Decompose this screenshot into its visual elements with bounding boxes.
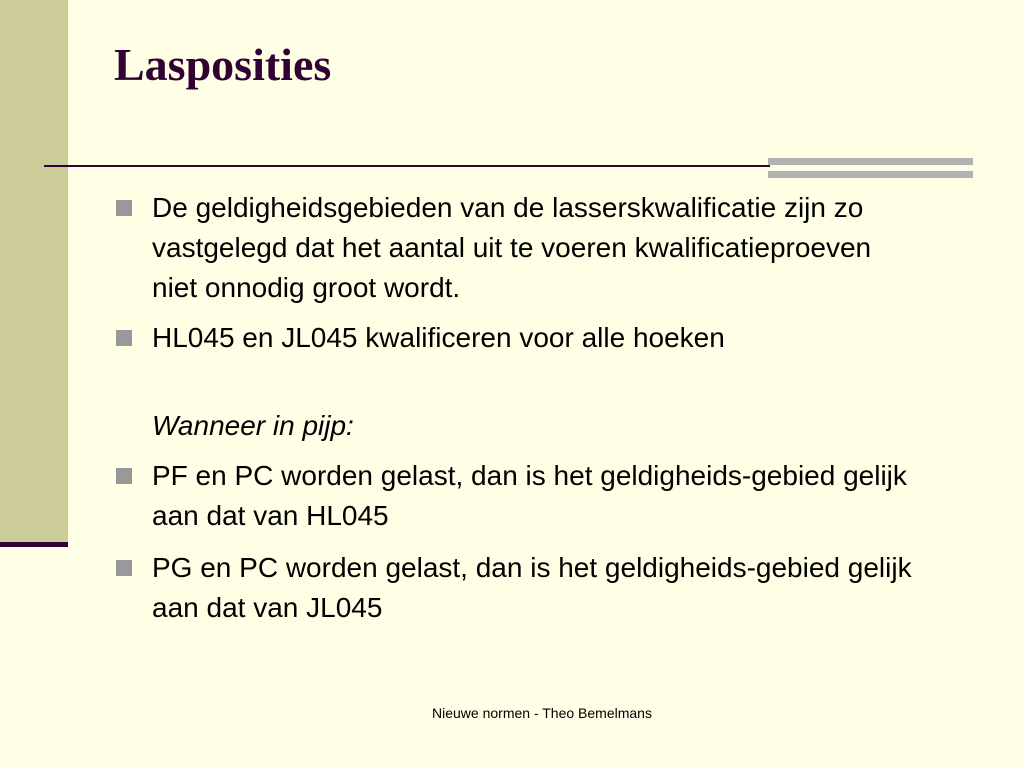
divider-grey-bar-top xyxy=(768,158,973,165)
title-divider xyxy=(44,165,770,167)
slide-footer: Nieuwe normen - Theo Bemelmans xyxy=(432,705,652,721)
slide-body xyxy=(114,188,914,628)
bullet-item xyxy=(114,456,914,536)
bullet-text: PF en PC worden gelast, dan is het geldigheids-gebied gelijk aan dat van HL045 xyxy=(152,460,907,531)
bullet-text: De geldigheidsgebieden van de lasserskwalificatie zijn zo vastgelegd dat het aantal uit te voeren kwalificatieproeven niet onnodig groot wordt. xyxy=(152,192,872,303)
bullet-text: PG en PC worden gelast, dan is het geldigheids-gebied gelijk aan dat van JL045 xyxy=(152,552,912,623)
side-accent-bar xyxy=(0,542,68,547)
divider-grey-bar-bottom xyxy=(768,171,973,178)
square-bullet-icon xyxy=(116,330,132,346)
slide-title: Lasposities xyxy=(114,39,332,90)
subheading: Wanneer in pijp: xyxy=(152,410,354,441)
bullet-item xyxy=(114,548,914,628)
bullet-item xyxy=(114,318,914,358)
bullet-text: HL045 en JL045 kwalificeren voor alle hoeken xyxy=(152,322,725,353)
side-band xyxy=(0,0,68,546)
square-bullet-icon xyxy=(116,200,132,216)
bullet-item xyxy=(114,188,914,308)
square-bullet-icon xyxy=(116,560,132,576)
square-bullet-icon xyxy=(116,468,132,484)
